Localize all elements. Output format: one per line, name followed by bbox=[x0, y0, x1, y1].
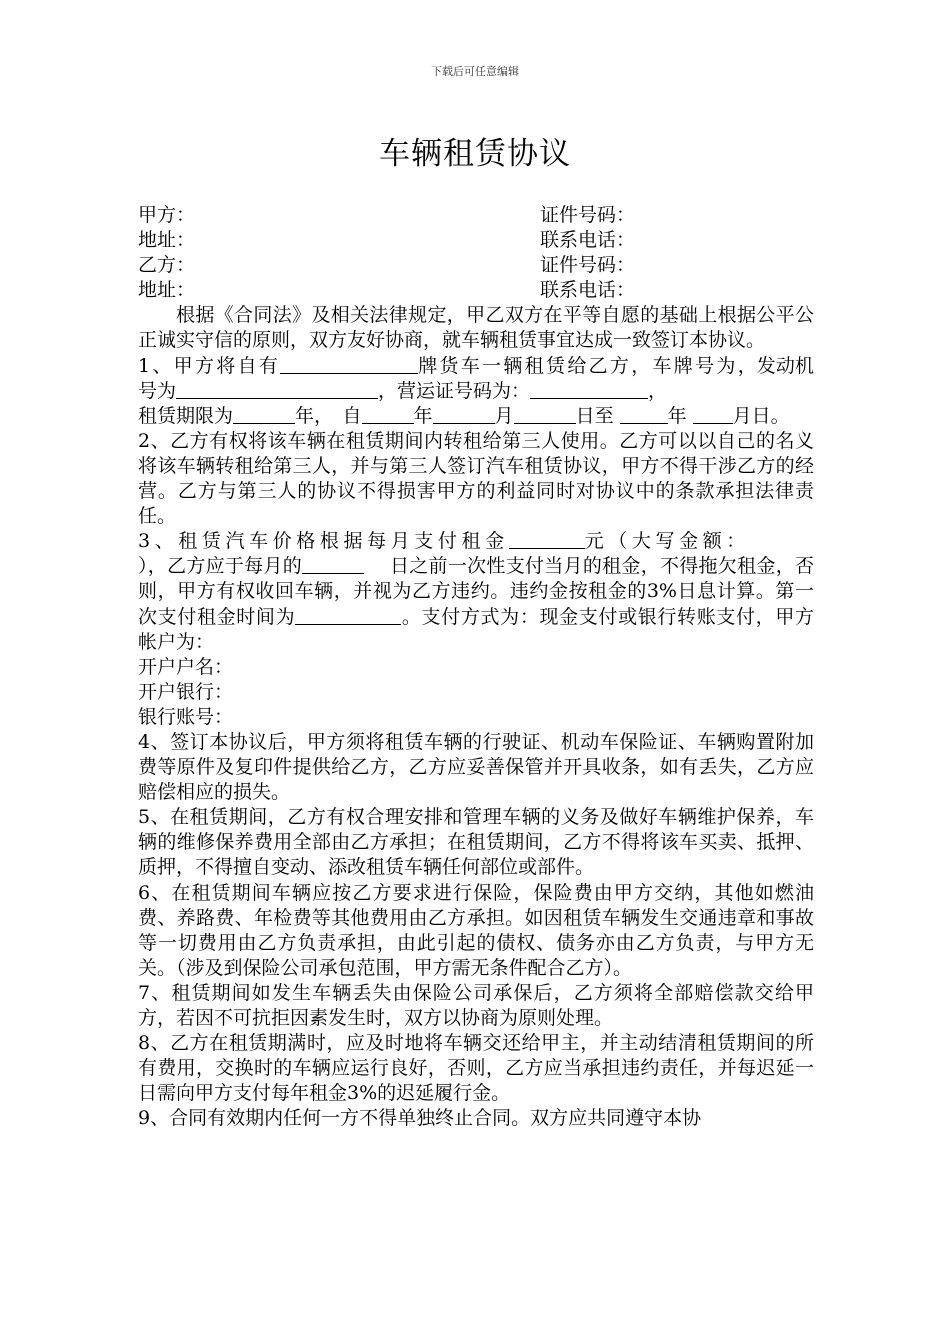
account-name-label: 开户户名： bbox=[138, 655, 234, 678]
clause-6: 6、在租赁期间车辆应按乙方要求进行保险，保险费由甲方交纳，其他如燃油费、养路费、年检费等其他费用由乙方承担。如因租赁车辆发生交通违章和事故等一切费用由乙方负责承担，由此引起的债权、债务亦由乙方负责，与甲方无关。（涉及到保险公司承包范围，甲方需无条件配合乙方）。 bbox=[138, 881, 814, 979]
clause-1: 1、甲方将自有 牌货车一辆租赁给乙方，车牌号为，发动机号为 ，营运证号码为： ， 租赁期限为 年， 自 年 月 日至 年 月日。 bbox=[138, 354, 814, 427]
engine-number-blank bbox=[176, 380, 378, 399]
lease-years-blank bbox=[233, 405, 295, 424]
account-number-label: 银行账号： bbox=[138, 705, 234, 728]
clause-9: 9、合同有效期内任何一方不得单独终止合同。双方应共同遵守本协 bbox=[138, 1107, 702, 1130]
bank-name-label: 开户银行： bbox=[138, 680, 234, 703]
party-a-address-label: 地址： bbox=[138, 229, 196, 252]
clause-4: 4、签订本协议后，甲方须将租赁车辆的行驶证、机动车保险证、车辆购置附加费等原件及复印件提供给乙方，乙方应妥善保管并开具收条，如有丢失，乙方应赔偿相应的损失。 bbox=[138, 730, 814, 804]
document-title: 车辆租赁协议 bbox=[379, 136, 571, 172]
start-month-blank bbox=[433, 405, 495, 424]
party-b-id-label: 证件号码： bbox=[540, 254, 636, 277]
start-year-blank bbox=[362, 405, 414, 424]
clause-3: 3、租赁汽车价格根据每月支付租金 元（大写金额： ），乙方应于每月的 日之前一次性支付当月的租金，不得拖欠租金，否则，甲方有权收回车辆，并视为乙方违约。违约金按租金的3%日息计算。第一次支付租金时间为 。支付方式为：现金支付或银行转账支付，甲方帐户为： bbox=[138, 530, 814, 653]
clause-5: 5、在租赁期间，乙方有权合理安排和管理车辆的义务及做好车辆维护保养，车辆的维修保养费用全部由乙方承担；在租赁期间，乙方不得将该车买卖、抵押、质押，不得擅自变动、添改租赁车辆任何部位或部件。 bbox=[138, 806, 814, 879]
party-a-label: 甲方： bbox=[138, 204, 196, 226]
party-a-address-row bbox=[138, 228, 814, 253]
header-note: 下载后可任意编辑 bbox=[431, 65, 519, 78]
monthly-rent-blank bbox=[509, 530, 585, 549]
party-a-id-label: 证件号码： bbox=[540, 204, 636, 226]
intro-paragraph: 根据《合同法》及相关法律规定，甲乙双方在平等自愿的基础上根据公平公正诚实守信的原则，双方友好协商，就车辆租赁事宜达成一致签订本协议。 bbox=[138, 304, 814, 352]
first-payment-date-blank bbox=[295, 606, 401, 625]
party-b-address-label: 地址： bbox=[138, 279, 196, 302]
truck-owner-blank bbox=[280, 355, 418, 374]
party-b-phone-label: 联系电话： bbox=[540, 279, 636, 302]
pay-day-blank bbox=[302, 555, 364, 574]
party-b-label: 乙方： bbox=[138, 254, 196, 277]
party-b-row bbox=[138, 253, 814, 278]
start-day-blank bbox=[514, 405, 576, 424]
party-a-phone-label: 联系电话： bbox=[540, 229, 636, 252]
end-year-blank bbox=[620, 405, 668, 424]
end-month-blank bbox=[693, 405, 733, 424]
permit-number-blank bbox=[530, 380, 648, 399]
party-b-address-row bbox=[138, 278, 814, 303]
clause-7: 7、租赁期间如发生车辆丢失由保险公司承保后，乙方须将全部赔偿款交给甲方，若因不可抗拒因素发生时，双方以协商为原则处理。 bbox=[138, 981, 814, 1029]
clause-2: 2、乙方有权将该车辆在租赁期间内转租给第三人使用。乙方可以以自己的名义将该车辆转租给第三人，并与第三人签订汽车租赁协议，甲方不得干涉乙方的经营。乙方与第三人的协议不得损害甲方的利益同时对协议中的条款承担法律责任。 bbox=[138, 429, 814, 528]
clause-8: 8、乙方在租赁期满时，应及时地将车辆交还给甲主，并主动结清租赁期间的所有费用，交换时的车辆应运行良好，否则，乙方应当承担违约责任，并每迟延一日需向甲方支付每年租金3%的迟延履行金。 bbox=[138, 1032, 814, 1105]
party-a-row bbox=[138, 203, 814, 228]
document-body bbox=[138, 203, 814, 1131]
